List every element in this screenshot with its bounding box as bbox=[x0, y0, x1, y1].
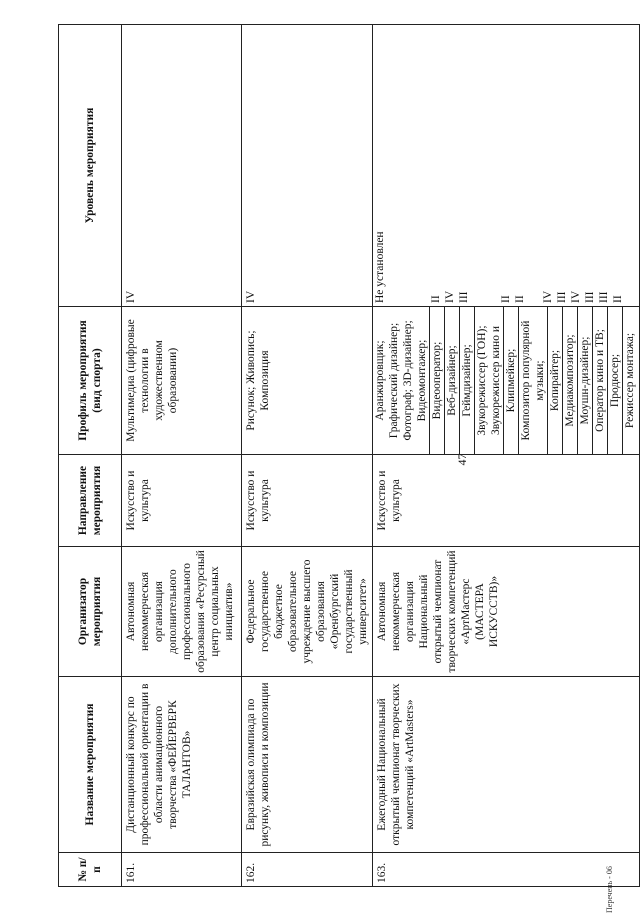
event-organizer: Федеральное государственное бюджетное образовательное учреждение высшего образования «Оренбургский государственный университет» bbox=[242, 547, 373, 677]
event-organizer: Автономная некоммерческая организация Национальный открытый чемпионат творческих компетенций «АртМастерс (МАСТЕРА ИСКУССТВ)» bbox=[373, 547, 640, 677]
profile-item: Медиакомпозитор; bbox=[562, 307, 577, 454]
level-item: IV bbox=[444, 290, 457, 303]
level-item: II bbox=[500, 295, 513, 303]
level-item: III bbox=[584, 291, 597, 303]
footer-note: Перечень - 06 bbox=[605, 866, 614, 913]
header-num: № п/п bbox=[59, 853, 122, 887]
profile-item: Копирайтер; bbox=[547, 307, 562, 454]
level-item: IV bbox=[542, 290, 555, 303]
event-profile: Рисунок; Живопись; Композиция bbox=[242, 307, 373, 455]
profile-item: Оператор кино и ТВ; bbox=[592, 307, 607, 454]
header-level: Уровень мероприятия bbox=[59, 25, 122, 307]
level-item: II bbox=[514, 295, 527, 303]
profile-item: Звукорежиссер (ГОН); Звукорежиссер кино и bbox=[474, 307, 503, 454]
event-level-list bbox=[373, 25, 640, 307]
header-name: Название мероприятия bbox=[59, 677, 122, 853]
header-profile: Профиль мероприятия (вид спорта) bbox=[59, 307, 122, 455]
level-item: III bbox=[458, 291, 471, 303]
event-name: Дистанционный конкурс по профессиональной ориентации в области анимационного творчества «ФЕЙЕРВЕРК ТАЛАНТОВ» bbox=[122, 677, 242, 853]
event-direction: Искусство и культура bbox=[242, 455, 373, 547]
event-name: Ежегодный Национальный открытый чемпионат творческих компетенций «ArtMasters» bbox=[373, 677, 640, 853]
page-number: 47 bbox=[455, 453, 469, 466]
row-number: 162. bbox=[242, 853, 373, 887]
table-row bbox=[122, 25, 242, 887]
profile-item: Аранжировщик; Графический дизайнер; Фотограф; 3D-дизайнер; Видеомонтажер; bbox=[374, 320, 429, 441]
level-item: II bbox=[430, 295, 443, 303]
level-item: III bbox=[598, 291, 611, 303]
event-profile: Мультимедиа (цифровые технологии в художественном образовании) bbox=[122, 307, 242, 455]
profile-item: Режиссер монтажа; bbox=[622, 307, 637, 454]
event-level: IV bbox=[242, 25, 373, 307]
profile-item: Клипмейкер; bbox=[503, 307, 518, 454]
profile-item: Композитор популярной музыки; bbox=[518, 307, 547, 454]
profile-item: Продюсер; bbox=[607, 307, 622, 454]
level-item bbox=[471, 28, 499, 303]
profile-item: Моушн-дизайнер; bbox=[577, 307, 592, 454]
row-number: 163. bbox=[373, 853, 640, 887]
level-item: Не установлен bbox=[374, 231, 387, 303]
profile-item: Видеооператор; bbox=[429, 307, 444, 454]
event-profile-list bbox=[373, 307, 640, 455]
event-direction: Искусство и культура bbox=[373, 455, 640, 547]
row-number: 161. bbox=[122, 853, 242, 887]
profile-item: Веб-дизайнер; bbox=[444, 307, 459, 454]
event-organizer: Автономная некоммерческая организация дополнительного профессионального образования «Ресурсный центр социальных инициатив» bbox=[122, 547, 242, 677]
events-table bbox=[58, 24, 640, 887]
table-header-row bbox=[59, 25, 122, 887]
table-row bbox=[242, 25, 373, 887]
profile-item: Геймдизайнер; bbox=[459, 307, 474, 454]
level-item: II bbox=[612, 295, 625, 303]
level-item: III bbox=[556, 291, 569, 303]
event-direction: Искусство и культура bbox=[122, 455, 242, 547]
level-item: IV bbox=[570, 290, 583, 303]
table-row bbox=[373, 25, 640, 887]
header-direction: Направление мероприятия bbox=[59, 455, 122, 547]
event-name: Евразийская олимпиада по рисунку, живописи и композиции bbox=[242, 677, 373, 853]
event-level: IV bbox=[122, 25, 242, 307]
header-organizer: Организатор мероприятия bbox=[59, 547, 122, 677]
